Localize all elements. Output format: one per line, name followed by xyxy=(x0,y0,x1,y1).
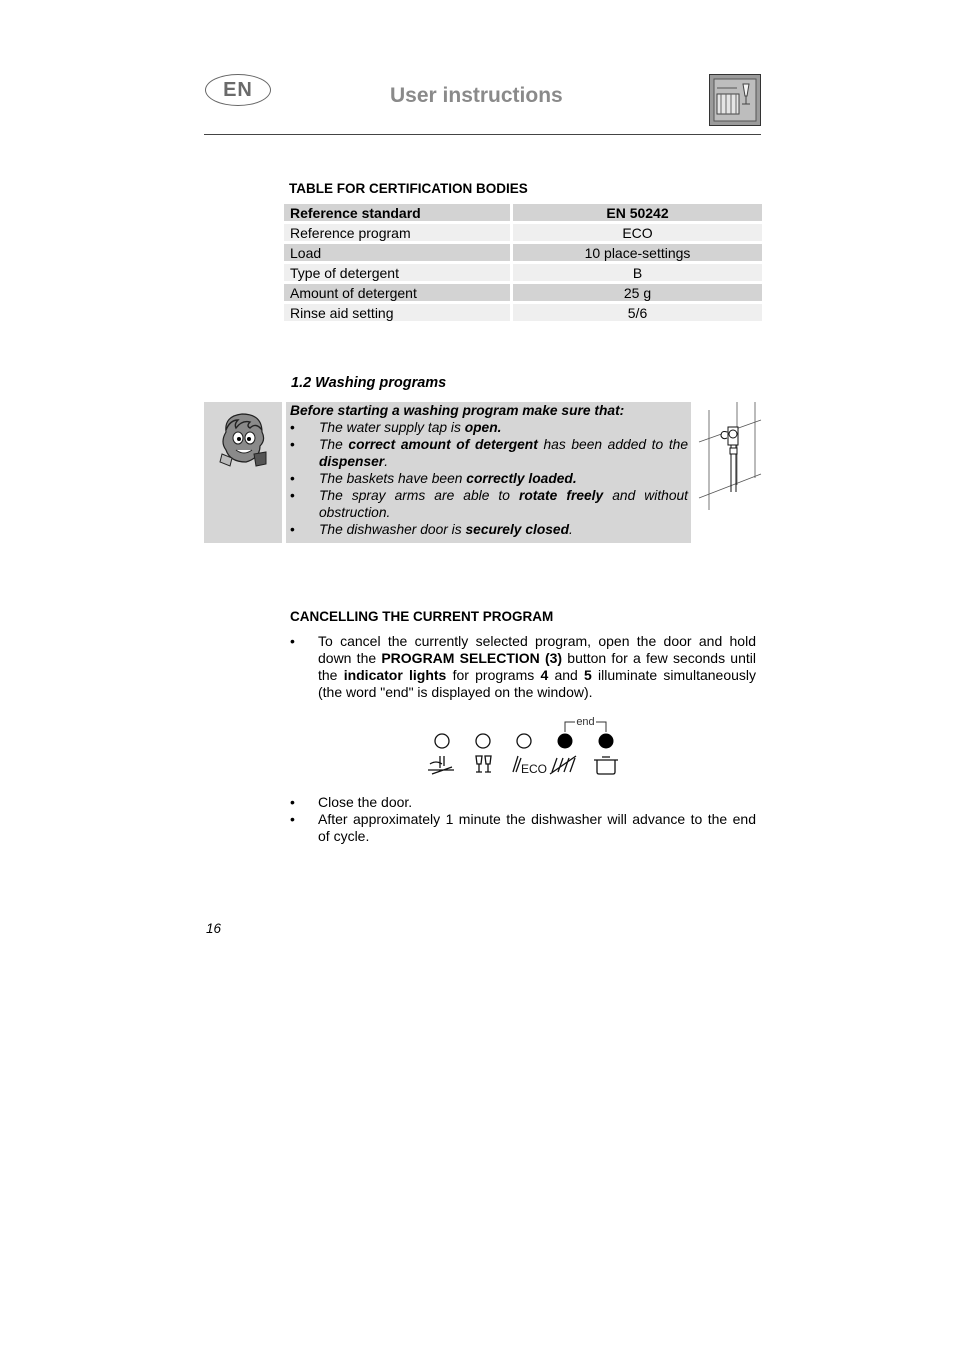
cert-value: 25 g xyxy=(513,284,762,301)
cert-label: Amount of detergent xyxy=(284,284,510,301)
table-row xyxy=(284,204,762,221)
svg-text:ECO: ECO xyxy=(521,762,548,776)
prewash-icon xyxy=(428,756,454,774)
mascot-icon xyxy=(216,410,270,470)
table-row xyxy=(284,304,762,321)
cert-value: EN 50242 xyxy=(513,204,762,221)
dishwasher-icon xyxy=(709,74,761,126)
page-title: User instructions xyxy=(390,84,563,107)
indicator-light-1 xyxy=(435,734,449,748)
table-row xyxy=(284,224,762,241)
cert-table xyxy=(284,201,762,324)
glasses-icon xyxy=(476,756,491,772)
table-row xyxy=(284,264,762,281)
header-rule xyxy=(204,134,761,135)
list-item: • The correct amount of detergent has been added to the dispenser. xyxy=(290,436,688,470)
cert-value: B xyxy=(513,264,762,281)
indicator-light-3 xyxy=(517,734,531,748)
eco-icon xyxy=(513,756,547,776)
end-label: end xyxy=(576,716,595,728)
indicator-light-2 xyxy=(476,734,490,748)
page-number: 16 xyxy=(206,921,222,936)
cancel-heading: CANCELLING THE CURRENT PROGRAM xyxy=(290,609,554,624)
checklist-lead: Before starting a washing program make sure that: xyxy=(290,403,625,418)
cert-label: Reference standard xyxy=(284,204,510,221)
cert-label: Type of detergent xyxy=(284,264,510,281)
table-row xyxy=(284,244,762,261)
language-badge: EN xyxy=(205,74,271,106)
cert-value: 5/6 xyxy=(513,304,762,321)
cert-heading: TABLE FOR CERTIFICATION BODIES xyxy=(289,181,528,196)
normal-wash-icon xyxy=(550,756,576,774)
cert-label: Rinse aid setting xyxy=(284,304,510,321)
indicator-light-5 xyxy=(599,734,614,749)
water-tap-icon xyxy=(697,400,763,515)
control-panel-illustration xyxy=(424,712,624,782)
list-item: • The baskets have been correctly loaded. xyxy=(290,470,688,487)
list-item: • The water supply tap is open. xyxy=(290,419,688,436)
table-row xyxy=(284,284,762,301)
intensive-pot-icon xyxy=(594,757,618,774)
washing-heading: 1.2 Washing programs xyxy=(291,375,447,391)
checklist xyxy=(290,402,688,538)
cert-label: Reference program xyxy=(284,224,510,241)
list-item: • The spray arms are able to rotate freely and without obstruction. xyxy=(290,487,688,521)
cancel-step-1: • To cancel the currently selected program, open the door and hold down the PROGRAM SELECTION (3) button for a few seconds until the indicator lights for programs 4 and 5 illuminate simultaneously (the word "end" is displayed on the window). xyxy=(290,633,757,700)
list-item: • The dishwasher door is securely closed. xyxy=(290,521,688,538)
cert-value: 10 place-settings xyxy=(513,244,762,261)
cancel-step-2: • Close the door. xyxy=(290,794,413,810)
cert-label: Load xyxy=(284,244,510,261)
cancel-step-3: • After approximately 1 minute the dishwasher will advance to the end of cycle. xyxy=(290,811,756,844)
cert-value: ECO xyxy=(513,224,762,241)
indicator-light-4 xyxy=(558,734,573,749)
